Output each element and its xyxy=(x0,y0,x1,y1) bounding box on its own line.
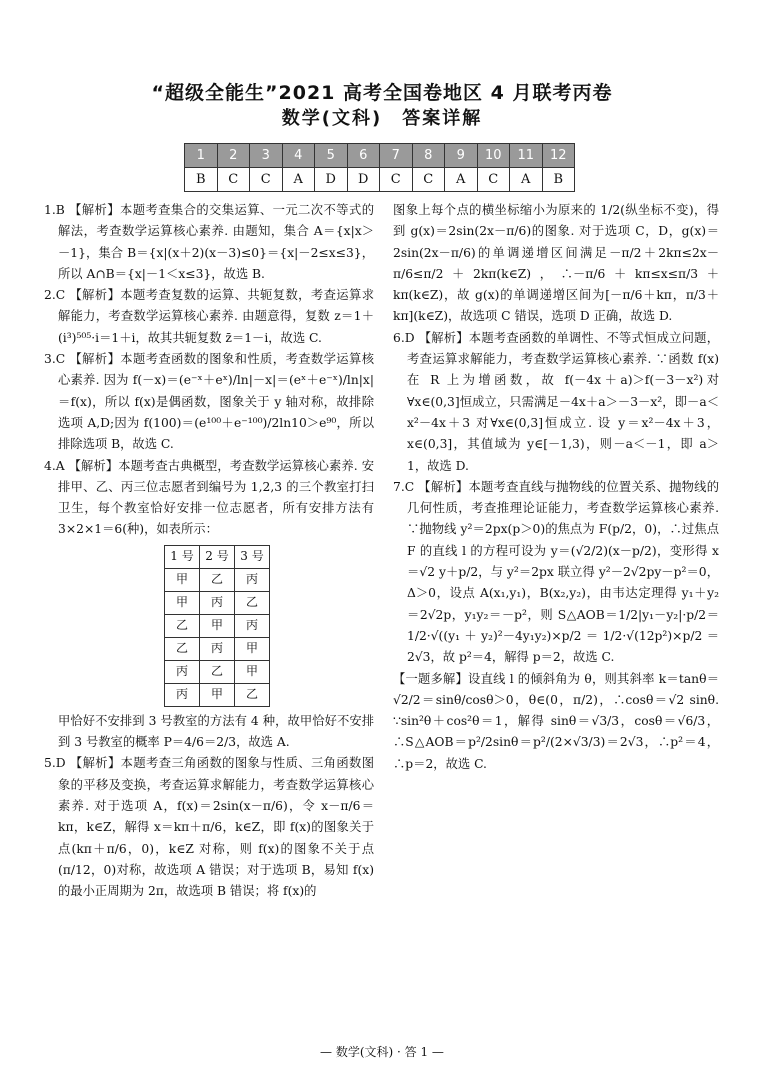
seat-cell: 甲 xyxy=(165,568,200,591)
question-number: 4 xyxy=(282,144,315,168)
seat-cell: 甲 xyxy=(200,683,235,706)
answer-letter: C xyxy=(217,168,250,192)
seat-arrangement-table xyxy=(164,545,270,707)
seat-cell: 丙 xyxy=(165,660,200,683)
seat-cell: 乙 xyxy=(165,614,200,637)
seat-cell: 乙 xyxy=(165,637,200,660)
seat-cell: 丙 xyxy=(235,568,270,591)
answer-letter: A xyxy=(510,168,543,192)
seat-header-cell: 1 号 xyxy=(165,545,200,568)
seat-cell: 甲 xyxy=(200,614,235,637)
question-number: 11 xyxy=(510,144,543,168)
seat-cell: 甲 xyxy=(165,591,200,614)
question-number: 5 xyxy=(315,144,348,168)
question-number: 12 xyxy=(542,144,575,168)
answer-table-number-row xyxy=(185,144,575,168)
answer-letter: C xyxy=(477,168,510,192)
answer-letter: A xyxy=(282,168,315,192)
seat-table-row xyxy=(165,614,270,637)
solution-7-alternative: 【一题多解】设直线 l 的倾斜角为 θ，则其斜率 k＝tanθ＝√2/2＝sinθ/cosθ＞0，θ∈(0，π/2)，∴cosθ＝√2 sinθ. ∵sin²θ＋cos²θ＝1，解得 sinθ＝√3/3，cosθ＝√6/3，∴S△AOB＝p²/2sinθ＝p²/(2×√3/3)＝2√3，∴p²＝4，∴p＝2，故选 C. xyxy=(393,671,719,771)
question-number: 6 xyxy=(347,144,380,168)
solution-1: 1.B 【解析】本题考查集合的交集运算、一元二次不等式的解法，考查数学运算核心素养. 由题知，集合 A＝{x|x＞－1}，集合 B＝{x|(x＋2)(x－3)≤0}＝{x|－2≤x≤3}，所以 A∩B＝{x|－1＜x≤3}，故选 B. xyxy=(44,203,374,281)
solution-2: 2.C 【解析】本题考查复数的运算、共轭复数，考查运算求解能力，考查数学运算核心素养. 由题意得，复数 z＝1＋(i³)⁵⁰⁵·i＝1＋i，故其共轭复数 z̄＝1－i，故选 C. xyxy=(44,288,374,345)
document-subtitle: 数学(文科) 答案详解 xyxy=(281,108,483,129)
question-number: 3 xyxy=(250,144,283,168)
seat-cell: 乙 xyxy=(235,591,270,614)
seat-table-row xyxy=(165,568,270,591)
answer-table-answer-row xyxy=(185,168,575,192)
question-number: 9 xyxy=(445,144,478,168)
answer-letter: C xyxy=(380,168,413,192)
question-number: 7 xyxy=(380,144,413,168)
seat-cell: 乙 xyxy=(200,568,235,591)
seat-cell: 甲 xyxy=(235,637,270,660)
right-column xyxy=(393,200,719,775)
document-title: “超级全能生”2021 高考全国卷地区 4 月联考丙卷 xyxy=(151,82,613,104)
seat-table-header xyxy=(165,545,270,568)
seat-cell: 丙 xyxy=(200,591,235,614)
solution-5: 5.D 【解析】本题考查三角函数的图象与性质、三角函数图象的平移及变换，考查运算求解能力，考查数学运算核心素养. 对于选项 A，f(x)＝2sin(x－π/6)，令 x－π/6＝kπ，k∈Z，解得 x＝kπ＋π/6，k∈Z，即 f(x)的图象关于点(kπ＋π/6，0)，k∈Z 对称，则 f(x)的图象不关于点(π/12，0)对称，故选项 A 错误；对于选项 B，易知 f(x)的最小正周期为 2π，故选项 B 错误；将 f(x)的 xyxy=(44,756,374,899)
question-number: 1 xyxy=(185,144,218,168)
seat-cell: 甲 xyxy=(235,660,270,683)
answer-letter: D xyxy=(315,168,348,192)
question-number: 10 xyxy=(477,144,510,168)
question-number: 8 xyxy=(412,144,445,168)
answer-letter: B xyxy=(185,168,218,192)
answer-letter: B xyxy=(542,168,575,192)
question-number: 2 xyxy=(217,144,250,168)
solution-4-conclusion: 甲恰好不安排到 3 号教室的方法有 4 种，故甲恰好不安排到 3 号教室的概率 P＝4/6＝2/3，故选 A. xyxy=(58,713,374,750)
seat-table-row xyxy=(165,660,270,683)
seat-cell: 丙 xyxy=(235,614,270,637)
answer-letter: A xyxy=(445,168,478,192)
solution-6: 6.D 【解析】本题考查函数的单调性、不等式恒成立问题，考查运算求解能力，考查数学运算核心素养. ∵函数 f(x)在 R 上为增函数，故 f(－4x＋a)＞f(－3－x²)对∀x∈(0,3]恒成立，只需满足－4x＋a＞－3－x²，即－a＜x²－4x＋3 对∀x∈(0,3]恒成立. 设 y＝x²－4x＋3，x∈(0,3]，其值域为 y∈[－1,3)，则－a＜－1，即 a＞1，故选 D. xyxy=(393,330,719,473)
solution-5-continued: 图象上每个点的横坐标缩小为原来的 1/2(纵坐标不变)，得到 g(x)＝2sin(2x－π/6)的图象. 对于选项 C，D，g(x)＝2sin(2x－π/6)的单调递增区间满足－π/2＋2kπ≤2x－π/6≤π/2＋2kπ(k∈Z)，∴－π/6＋kπ≤x≤π/3＋kπ(k∈Z)，故 g(x)的单调递增区间为[－π/6＋kπ，π/3＋kπ](k∈Z)，故选项 C 错误，选项 D 正确，故选 D. xyxy=(393,203,719,324)
left-column xyxy=(44,200,374,902)
seat-table-row xyxy=(165,683,270,706)
seat-cell: 丙 xyxy=(165,683,200,706)
seat-cell: 乙 xyxy=(235,683,270,706)
answer-letter: D xyxy=(347,168,380,192)
page-footer: — 数学(文科) · 答 1 — xyxy=(320,1045,444,1059)
solution-3: 3.C 【解析】本题考查函数的图象和性质，考查数学运算核心素养. 因为 f(－x)＝(e⁻ˣ＋eˣ)/ln|－x|＝(eˣ＋e⁻ˣ)/ln|x|＝f(x)，所以 f(x)是偶函数，图象关于 y 轴对称，故排除选项 A,D;因为 f(100)＝(e¹⁰⁰＋e⁻¹⁰⁰)/2ln10＞e⁹⁰，所以排除选项 B，故选 C. xyxy=(44,352,374,452)
seat-cell: 乙 xyxy=(200,660,235,683)
answer-letter: C xyxy=(250,168,283,192)
seat-table-row xyxy=(165,637,270,660)
solution-4: 4.A 【解析】本题考查古典概型，考查数学运算核心素养. 安排甲、乙、丙三位志愿者到编号为 1,2,3 的三个教室打扫卫生，每个教室恰好安排一位志愿者，所有安排方法有 3×2×1＝6(种)，如表所示： xyxy=(44,458,374,537)
seat-cell: 丙 xyxy=(200,637,235,660)
solution-7: 7.C 【解析】本题考查直线与抛物线的位置关系、抛物线的几何性质，考查推理论证能力，考查数学运算核心素养. ∵抛物线 y²＝2px(p＞0)的焦点为 F(p/2，0)，∴过焦点 F 的直线 l 的方程可设为 y＝(√2/2)(x－p/2)，变形得 x＝√2 y＋p/2，与 y²＝2px 联立得 y²－2√2py－p²＝0，Δ＞0，设点 A(x₁,y₁)，B(x₂,y₂)，由韦达定理得 y₁＋y₂＝2√2p，y₁y₂＝－p²，则 S△AOB＝1/2|y₁－y₂|·p/2＝1/2·√((y₁＋y₂)²－4y₁y₂)×p/2＝1/2·√(12p²)×p/2＝2√3，故 p²＝4，解得 p＝2，故选 C. xyxy=(393,479,719,665)
seat-header-cell: 3 号 xyxy=(235,545,270,568)
answer-letter: C xyxy=(412,168,445,192)
answer-table xyxy=(184,143,575,192)
seat-table-row xyxy=(165,591,270,614)
seat-header-cell: 2 号 xyxy=(200,545,235,568)
